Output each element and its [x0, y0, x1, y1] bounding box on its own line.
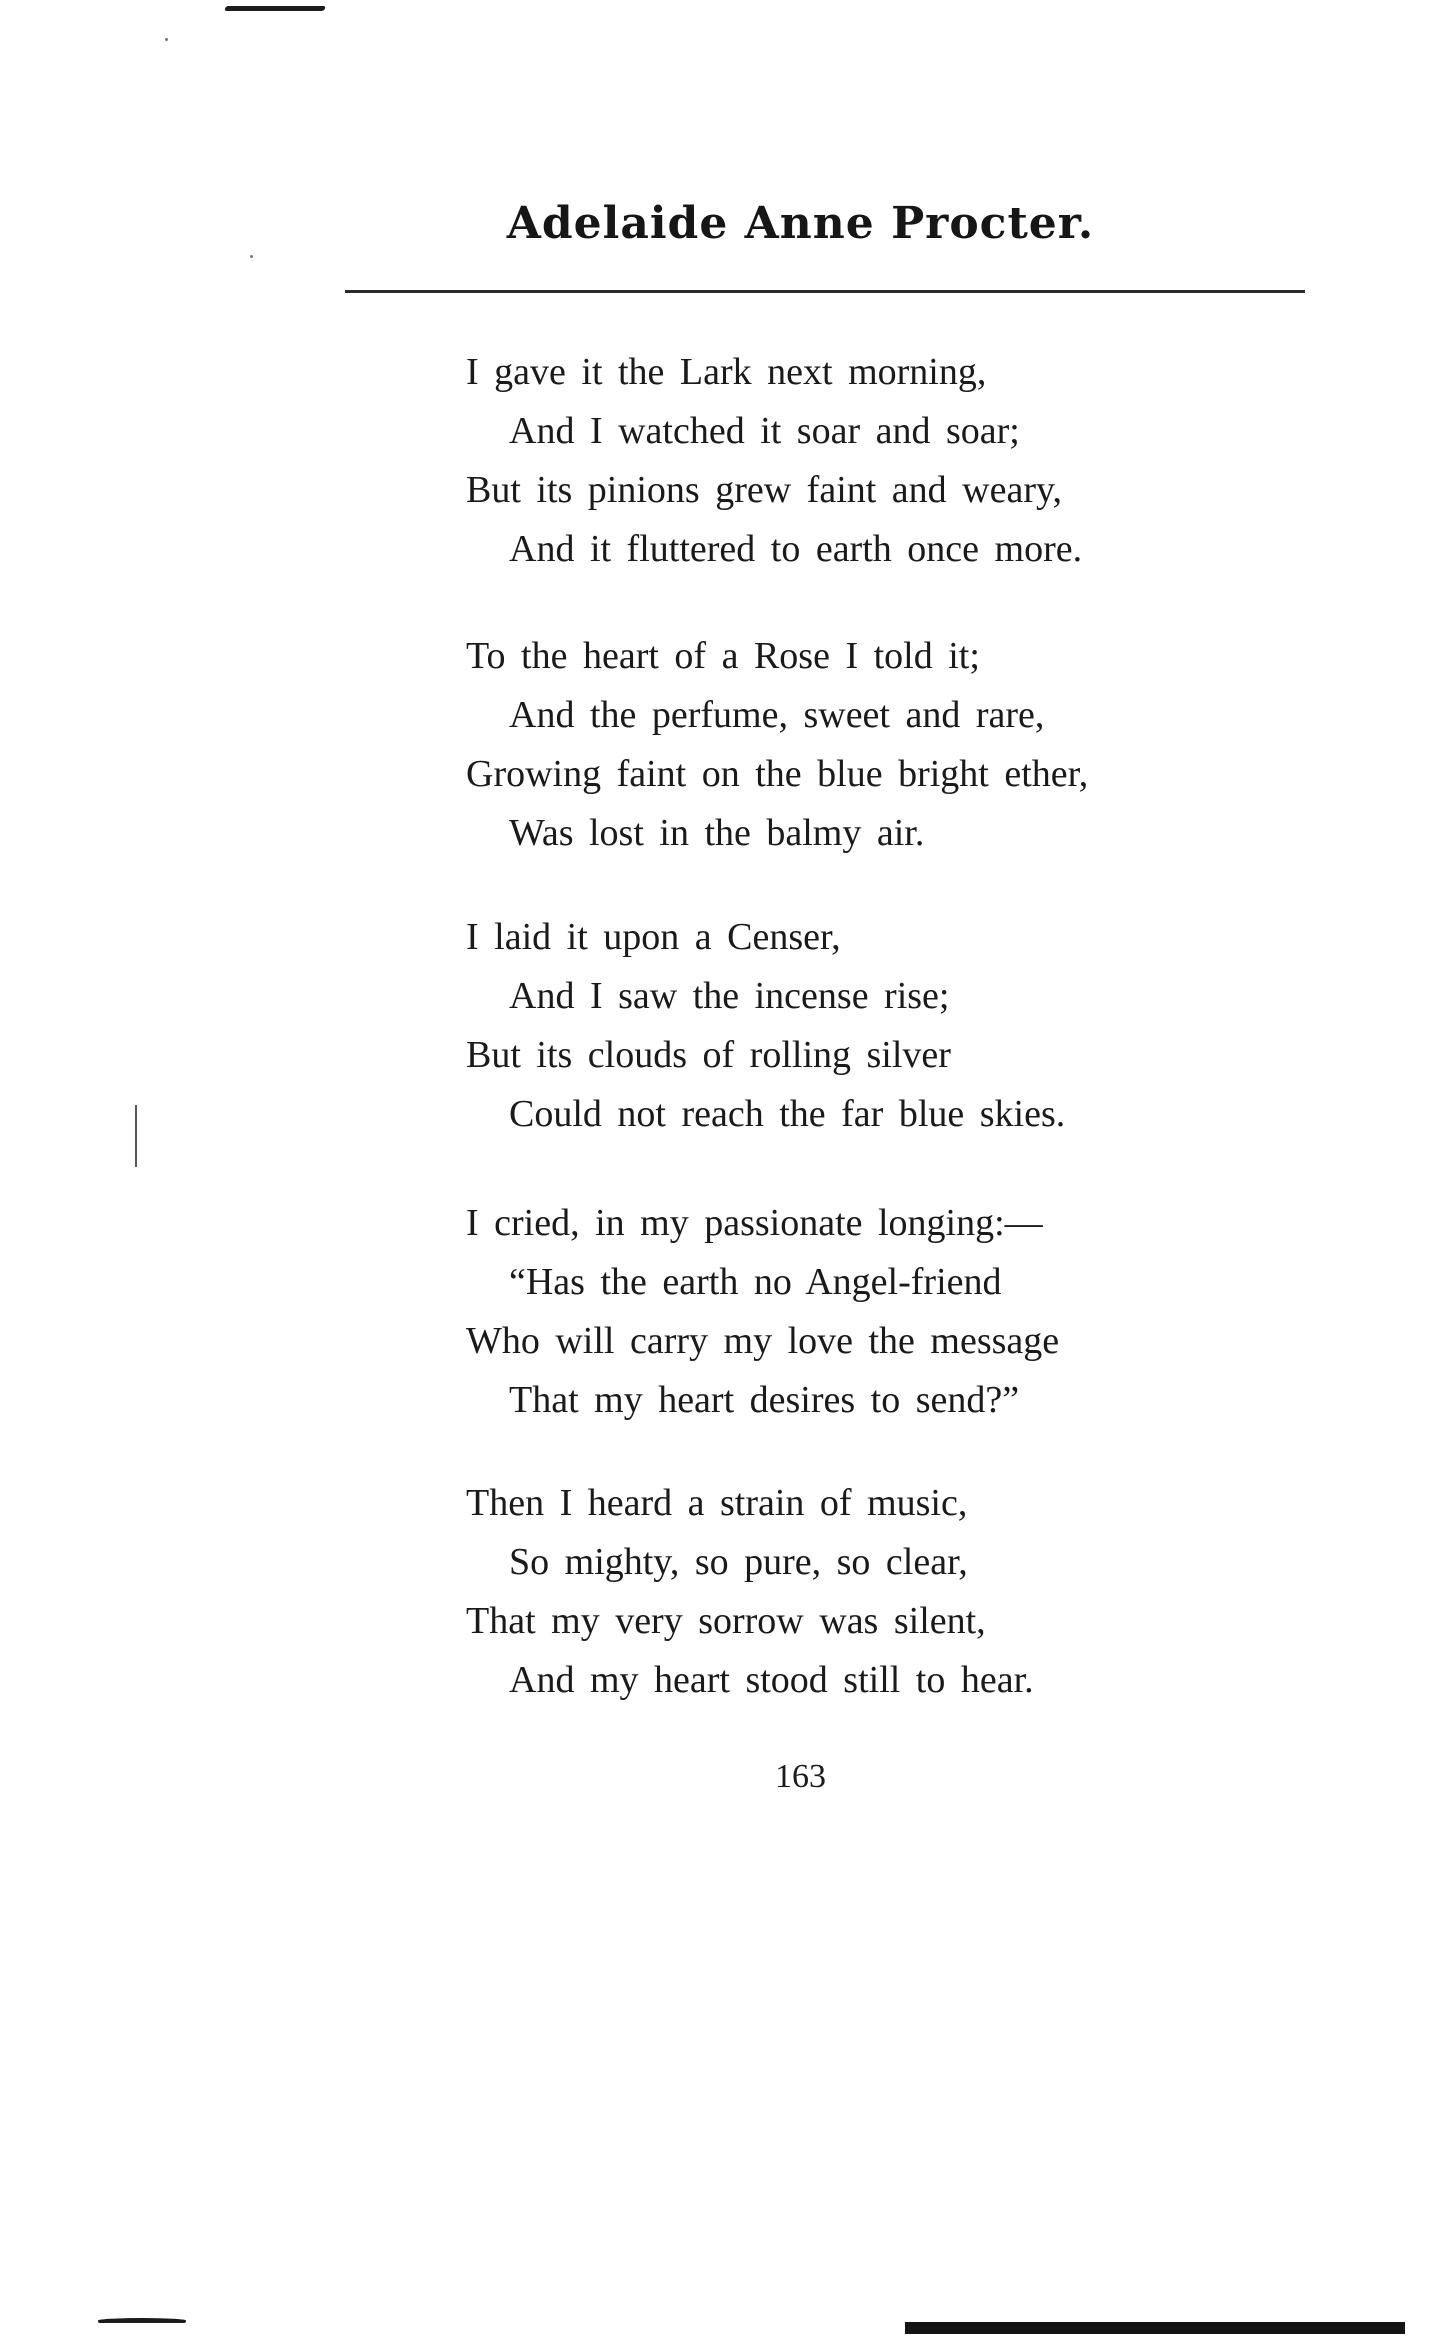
- scan-mark-bottom-left: [98, 2318, 186, 2323]
- poem-line: But its clouds of rolling silver: [466, 1034, 951, 1076]
- poem-line: Was lost in the balmy air.: [509, 812, 925, 854]
- poem-line: I cried, in my passionate longing:—: [466, 1202, 1043, 1244]
- poem-line: I laid it upon a Censer,: [466, 916, 841, 958]
- poem-line: To the heart of a Rose I told it;: [466, 635, 980, 677]
- poem-line: That my heart desires to send?”: [509, 1379, 1020, 1421]
- poem-line: Who will carry my love the message: [466, 1320, 1060, 1362]
- poem-line: And it fluttered to earth once more.: [509, 528, 1083, 570]
- poem-line: Growing faint on the blue bright ether,: [466, 753, 1089, 795]
- scan-mark-top: [224, 6, 326, 11]
- poem-line: So mighty, so pure, so clear,: [509, 1541, 968, 1583]
- poem-line: And the perfume, sweet and rare,: [509, 694, 1045, 736]
- poem-line: I gave it the Lark next morning,: [466, 351, 987, 393]
- head-rule: [345, 290, 1305, 293]
- scan-speck: [250, 255, 253, 258]
- poem-line: Then I heard a strain of music,: [466, 1482, 968, 1524]
- poem-line: “Has the earth no Angel-friend: [509, 1261, 1002, 1303]
- scan-mark-left: [135, 1105, 137, 1167]
- scan-speck: [165, 38, 168, 41]
- poem-line: But its pinions grew faint and weary,: [466, 469, 1063, 511]
- page-number: 163: [775, 1758, 826, 1795]
- poem-line: That my very sorrow was silent,: [466, 1600, 986, 1642]
- scan-mark-bottom-right: [905, 2322, 1405, 2334]
- poem-line: And I watched it soar and soar;: [509, 410, 1020, 452]
- running-head: Adelaide Anne Procter.: [506, 198, 1095, 249]
- poem-line: And my heart stood still to hear.: [509, 1659, 1034, 1701]
- poem-line: And I saw the incense rise;: [509, 975, 950, 1017]
- poem-line: Could not reach the far blue skies.: [509, 1093, 1066, 1135]
